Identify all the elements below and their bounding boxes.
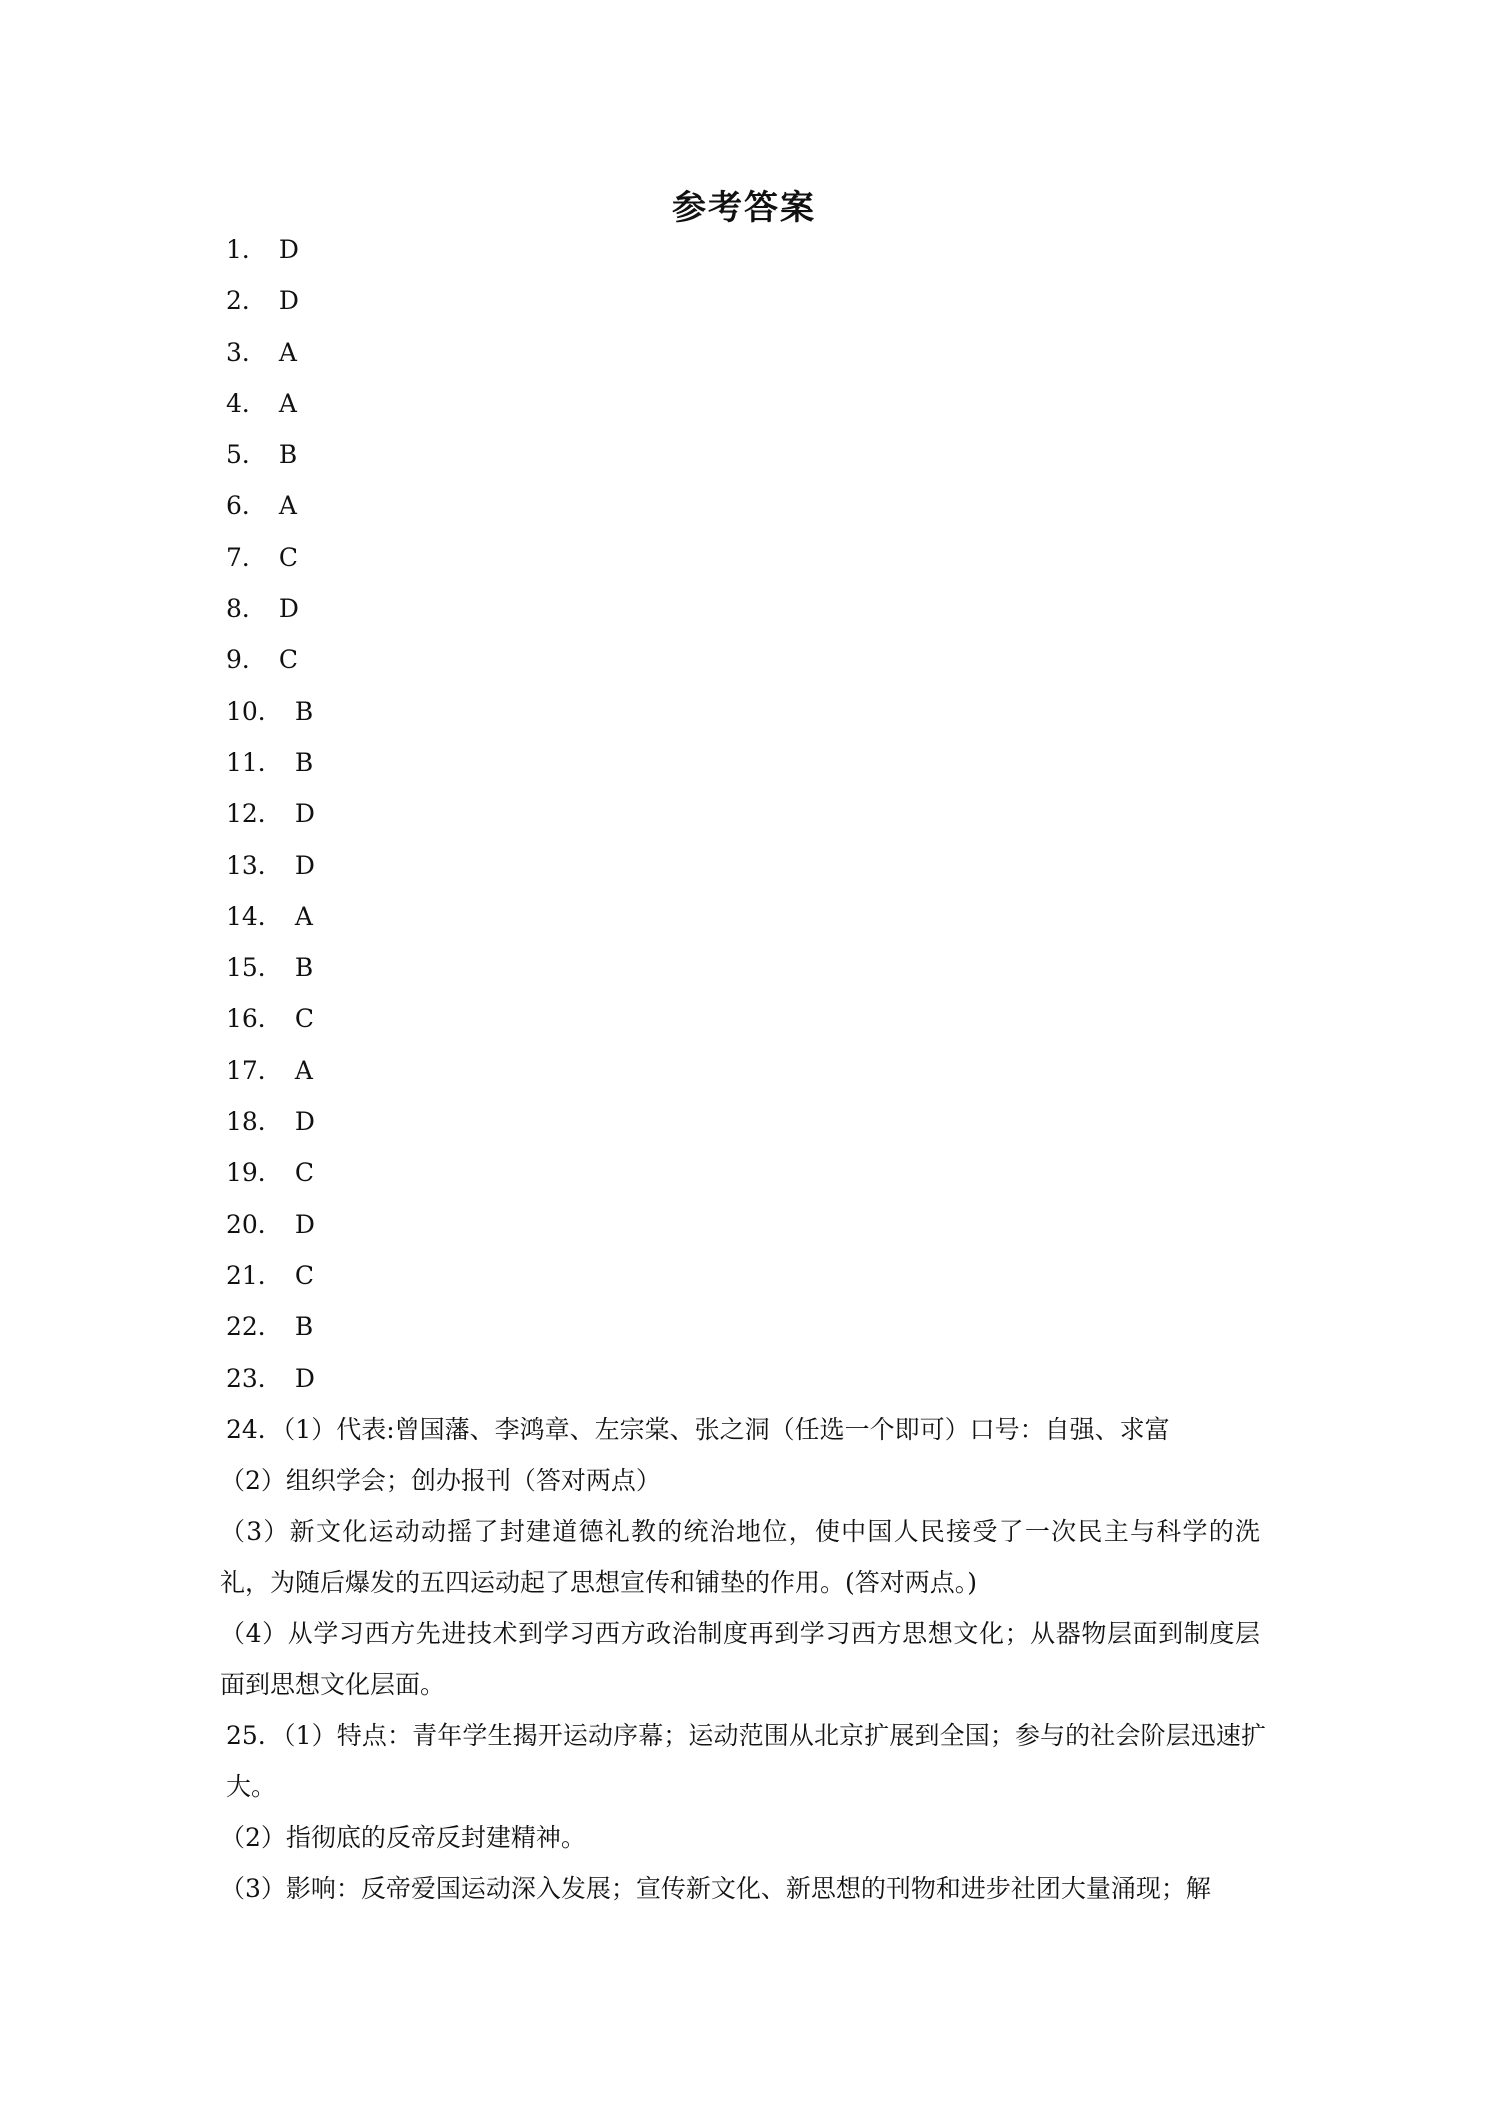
answer-number: 23．	[226, 1363, 283, 1393]
answer-item	[226, 429, 1266, 480]
answer-item	[226, 942, 1266, 993]
q24-part2: （2）组织学会；创办报刊（答对两点）	[220, 1466, 661, 1495]
answer-item	[226, 1096, 1266, 1147]
answer-choice: D	[278, 594, 299, 624]
q25-part2: （2）指彻底的反帝反封建精神。	[220, 1823, 586, 1852]
page-title: 参考答案	[672, 188, 816, 228]
answer-number: 9．	[226, 645, 267, 675]
answer-item	[226, 224, 1266, 275]
answer-choice: D	[278, 286, 299, 316]
answer-item	[226, 840, 1266, 891]
answer-choice: D	[294, 799, 315, 829]
answer-choice: A	[278, 491, 297, 521]
answer-number: 3．	[226, 337, 267, 367]
q25-part3: （3）影响：反帝爱国运动深入发展；宣传新文化、新思想的刊物和进步社团大量涌现；解	[220, 1874, 1211, 1903]
answer-number: 20．	[226, 1209, 283, 1239]
answer-list	[226, 224, 1266, 1404]
answer-item	[226, 1199, 1266, 1250]
answer-choice: C	[278, 645, 299, 675]
answer-number: 12．	[226, 799, 283, 829]
answer-number: 6．	[226, 491, 267, 521]
answer-item	[226, 993, 1266, 1044]
answer-number: 18．	[226, 1107, 283, 1137]
q24-part3: （3）新文化运动动摇了封建道德礼教的统治地位，使中国人民接受了一次民主与科学的洗礼，为随后爆发的五四运动起了思想宣传和铺垫的作用。(答对两点。)	[220, 1517, 1260, 1598]
answer-number: 2．	[226, 286, 267, 316]
answer-choice: B	[294, 696, 314, 726]
answer-choice: B	[294, 953, 314, 983]
answer-item	[226, 583, 1266, 634]
answer-item	[226, 1147, 1266, 1198]
answer-choice: C	[294, 1158, 314, 1188]
answer-item	[226, 737, 1266, 788]
q24-part4: （4）从学习西方先进技术到学习西方政治制度再到学习西方思想文化；从器物层面到制度层面到思想文化层面。	[220, 1619, 1260, 1700]
answer-item	[226, 1250, 1266, 1301]
answer-choice: C	[294, 1260, 314, 1290]
answer-item	[226, 1353, 1266, 1404]
answer-number: 1．	[226, 235, 267, 264]
answer-number: 22．	[226, 1312, 283, 1342]
answer-item	[226, 891, 1266, 942]
answer-number: 17．	[226, 1055, 283, 1085]
answer-choice: C	[278, 542, 299, 572]
answer-item	[226, 1301, 1266, 1352]
answer-item	[226, 378, 1266, 429]
answer-number: 15．	[226, 953, 283, 983]
answer-number: 11．	[226, 747, 283, 777]
answer-number: 4．	[226, 388, 267, 418]
q24-part1: 24．（1）代表:曾国藩、李鸿章、左宗棠、张之洞（任选一个即可）口号：自强、求富	[226, 1415, 1170, 1444]
answer-number: 7．	[226, 542, 267, 572]
answer-item	[226, 480, 1266, 531]
answer-item	[226, 275, 1266, 326]
answer-choice: A	[294, 1055, 313, 1085]
answer-item	[226, 532, 1266, 583]
answer-number: 16．	[226, 1004, 283, 1034]
answer-choice: D	[294, 1209, 315, 1239]
answer-number: 10．	[226, 696, 283, 726]
answer-choice: B	[278, 440, 298, 470]
answer-choice: D	[278, 235, 299, 264]
answer-choice: D	[294, 1107, 315, 1137]
answer-number: 5．	[226, 440, 267, 470]
answer-number: 21．	[226, 1260, 283, 1290]
answer-item	[226, 1045, 1266, 1096]
answer-item	[226, 634, 1266, 685]
answer-choice: D	[294, 850, 315, 880]
answer-item	[226, 686, 1266, 737]
answer-number: 14．	[226, 901, 283, 931]
answer-choice: A	[294, 901, 313, 931]
answer-item	[226, 788, 1266, 839]
q25-part1: 25．（1）特点：青年学生揭开运动序幕；运动范围从北京扩展到全国；参与的社会阶层迅速扩大。	[226, 1721, 1266, 1802]
answer-choice: A	[278, 337, 297, 367]
answer-choice: B	[294, 747, 314, 777]
answer-number: 8．	[226, 594, 267, 624]
answer-number: 19．	[226, 1158, 283, 1188]
answer-number: 13．	[226, 850, 283, 880]
answer-choice: D	[294, 1363, 315, 1393]
answer-choice: A	[278, 388, 297, 418]
answer-choice: C	[294, 1004, 314, 1034]
answer-choice: B	[294, 1312, 314, 1342]
answer-item	[226, 327, 1266, 378]
